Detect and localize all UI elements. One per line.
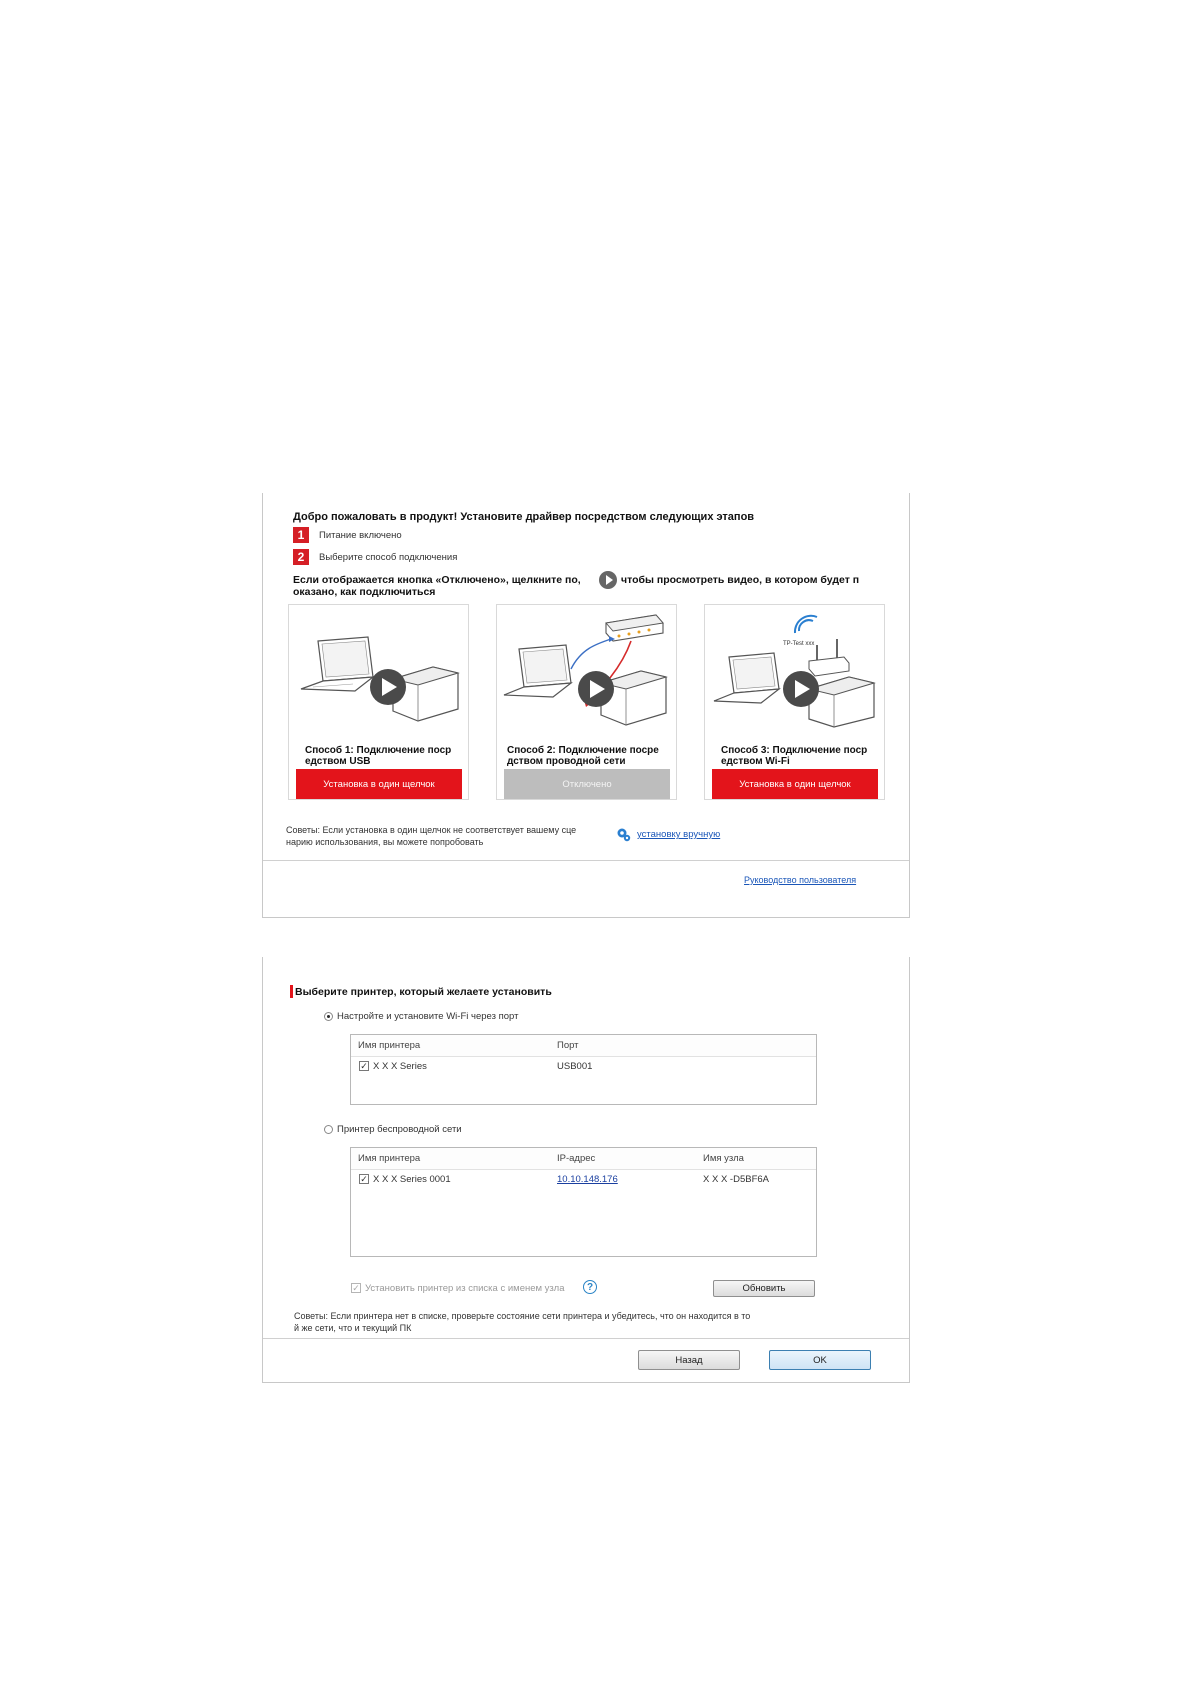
back-button[interactable]: Назад — [638, 1350, 740, 1370]
panel2-divider — [263, 1338, 909, 1339]
notice-text-start: Если отображается кнопка «Отключено», щелкните по, — [293, 574, 581, 586]
notice-text-line2: оказано, как подключиться — [293, 586, 436, 598]
wireless-printer-table — [350, 1147, 817, 1257]
wired-connection-illustration — [501, 609, 672, 729]
ok-button[interactable]: OK — [769, 1350, 871, 1370]
col-host-name: Имя узла — [703, 1153, 744, 1164]
play-video-icon[interactable] — [599, 571, 617, 589]
install-method-panel — [262, 493, 910, 918]
title-accent-bar — [290, 985, 293, 998]
port-cell: USB001 — [557, 1061, 593, 1072]
col-printer-name: Имя принтера — [358, 1040, 421, 1051]
table-row[interactable] — [351, 1170, 816, 1188]
step-1-badge: 1 — [293, 527, 309, 543]
port-wifi-option-label: Настройте и установите Wi-Fi через порт — [337, 1011, 519, 1022]
install-by-host-label: Установить принтер из списка с именем узла — [365, 1283, 565, 1294]
table-row[interactable] — [351, 1057, 816, 1075]
refresh-button[interactable]: Обновить — [713, 1280, 815, 1297]
router-label: TP-Test xxx — [783, 641, 815, 647]
disabled-wired-button[interactable]: Отключено — [504, 769, 670, 799]
wifi-connection-illustration — [709, 609, 880, 729]
wireless-option-label: Принтер беспроводной сети — [337, 1124, 462, 1135]
step-2-badge: 2 — [293, 549, 309, 565]
method-usb-title: Способ 1: Подключение поср едством USB — [305, 745, 452, 767]
port-printer-table — [350, 1034, 817, 1105]
usb-connection-illustration — [293, 609, 464, 729]
panel1-divider — [263, 860, 909, 861]
select-tip-text: Советы: Если принтера нет в списке, проверьте состояние сети принтера и убедитесь, что он находится в то й же сети, что и текущий ПК — [294, 1311, 751, 1333]
col-printer-name: Имя принтера — [358, 1153, 421, 1164]
col-ip-address: IP-адрес — [557, 1153, 596, 1164]
method-wifi-title: Способ 3: Подключение поср едством Wi-Fi — [721, 745, 868, 767]
step-1-label: Питание включено — [319, 530, 402, 541]
port-table-header — [351, 1035, 816, 1057]
method-card-wired — [496, 604, 677, 800]
host-name-cell: X X X -D5BF6A — [703, 1174, 769, 1185]
ip-address-cell[interactable]: 10.10.148.176 — [557, 1174, 618, 1185]
notice-text-end: чтобы просмотреть видео, в котором будет п — [621, 574, 860, 586]
printer-name-cell: X X X Series 0001 — [373, 1174, 451, 1185]
install-by-host-checkbox[interactable]: ✓ — [352, 1283, 360, 1293]
wireless-table-header — [351, 1148, 816, 1170]
wireless-printer-radio[interactable] — [324, 1125, 333, 1134]
printer-row-checkbox[interactable]: ✓ — [360, 1061, 368, 1071]
user-guide-link[interactable]: Руководство пользователя — [744, 875, 857, 885]
manual-install-link[interactable]: установку вручную — [637, 829, 721, 840]
gear-search-icon[interactable] — [616, 827, 632, 843]
method-card-usb — [288, 604, 469, 800]
step-2-label: Выберите способ подключения — [319, 552, 458, 563]
one-click-install-wifi-button[interactable]: Установка в один щелчок — [712, 769, 878, 799]
install-tip-text: Советы: Если установка в один щелчок не соответствует вашему сце нарию использования, вы можете попробовать — [286, 825, 577, 847]
printer-row-checkbox[interactable]: ✓ — [360, 1174, 368, 1184]
method-card-wifi — [704, 604, 885, 800]
method-wired-title: Способ 2: Подключение посре дством проводной сети — [507, 745, 659, 767]
col-port: Порт — [557, 1040, 579, 1051]
help-icon[interactable]: ? — [583, 1280, 597, 1294]
printer-name-cell: X X X Series — [373, 1061, 427, 1072]
welcome-title: Добро пожаловать в продукт! Установите драйвер посредством следующих этапов — [293, 511, 755, 523]
select-printer-panel — [262, 957, 910, 1383]
select-printer-title: Выберите принтер, который желаете установить — [295, 986, 552, 998]
one-click-install-usb-button[interactable]: Установка в один щелчок — [296, 769, 462, 799]
port-wifi-radio[interactable] — [324, 1012, 333, 1021]
